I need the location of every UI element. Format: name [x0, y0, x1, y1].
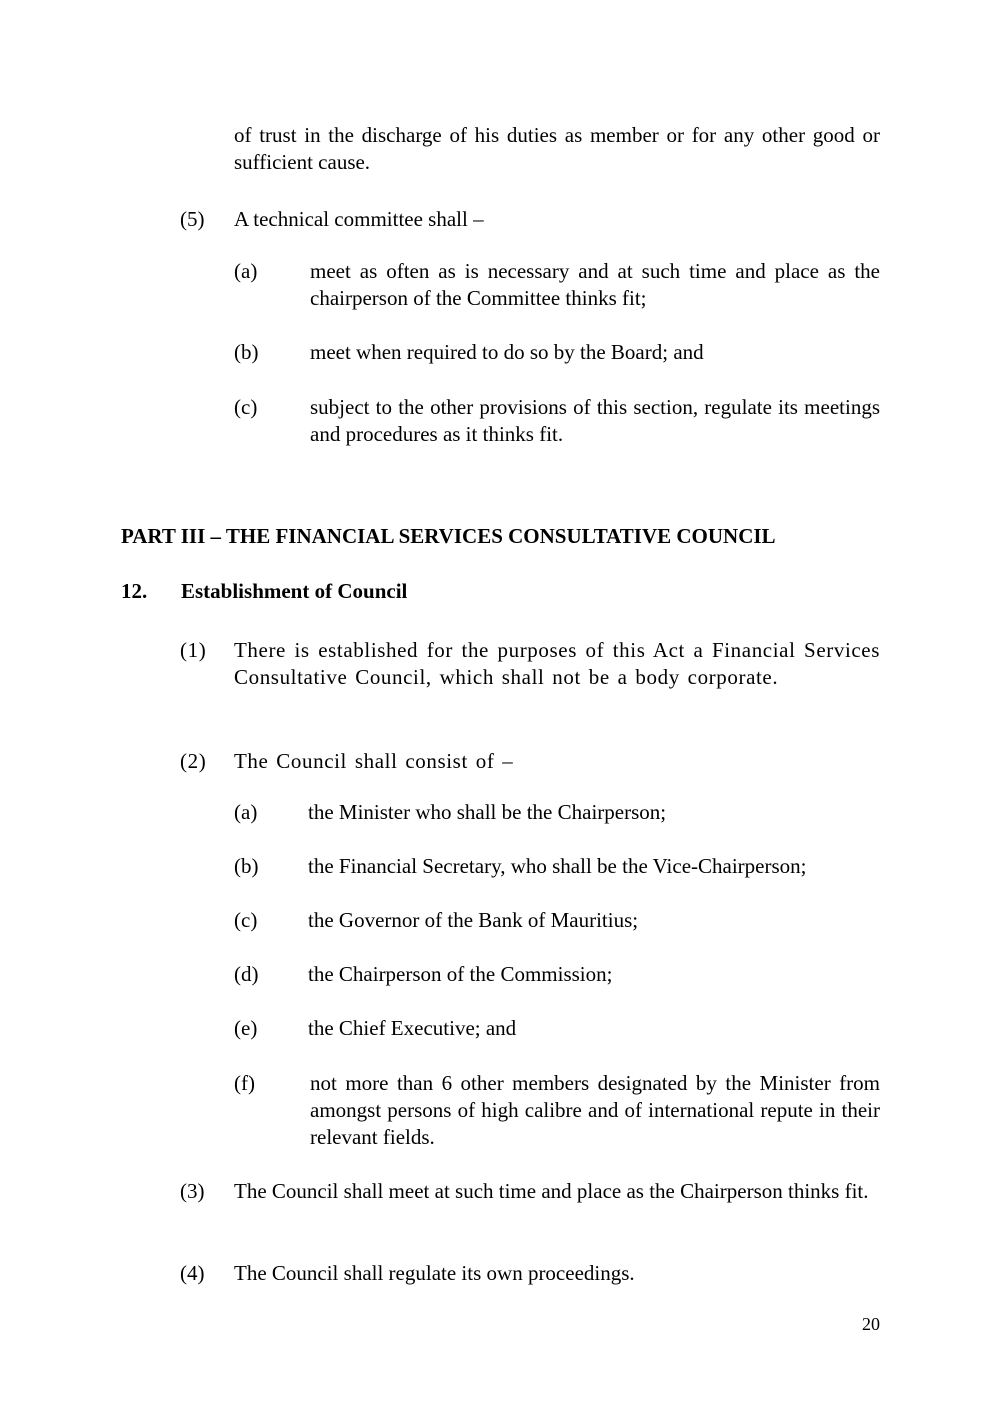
subsection-number: (3)	[180, 1179, 205, 1203]
section-number: 12.	[121, 579, 148, 603]
item-label: (a)	[234, 259, 258, 283]
subsection-number: (4)	[180, 1261, 205, 1285]
item-text: meet when required to do so by the Board; and	[310, 340, 704, 364]
item-text: the Minister who shall be the Chairperson;	[308, 800, 667, 824]
section-title: Establishment of Council	[181, 579, 408, 603]
item-text: meet as often as is necessary and at such time and place as the chairperson of the Committee thinks fit;	[310, 259, 880, 310]
item-label: (e)	[234, 1016, 258, 1040]
subsection-intro: A technical committee shall –	[234, 207, 484, 231]
continuation-text: of trust in the discharge of his duties as member or for any other good or sufficient cause.	[234, 123, 880, 174]
part-heading: PART III – THE FINANCIAL SERVICES CONSULTATIVE COUNCIL	[121, 524, 776, 548]
item-text: the Chairperson of the Commission;	[308, 962, 613, 986]
subsection-text: The Council shall meet at such time and place as the Chairperson thinks fit.	[234, 1179, 869, 1203]
item-label: (a)	[234, 800, 258, 824]
subsection-number: (2)	[180, 749, 207, 773]
subsection-number: (1)	[180, 638, 207, 662]
item-text: the Chief Executive; and	[308, 1016, 517, 1040]
subsection-text: There is established for the purposes of this Act a Financial Services Consultative Council, which shall not be a body corporate.	[234, 638, 880, 689]
item-label: (b)	[234, 340, 259, 364]
item-label: (f)	[234, 1071, 255, 1095]
item-label: (c)	[234, 395, 258, 419]
item-label: (c)	[234, 908, 258, 932]
item-text: not more than 6 other members designated by the Minister from amongst persons of high calibre and of international repute in their relevant fields.	[310, 1071, 880, 1149]
item-text: the Governor of the Bank of Mauritius;	[308, 908, 639, 932]
item-label: (d)	[234, 962, 259, 986]
item-text: the Financial Secretary, who shall be the Vice-Chairperson;	[308, 854, 807, 878]
subsection-intro: The Council shall consist of –	[234, 749, 514, 773]
subsection-text: The Council shall regulate its own proceedings.	[234, 1261, 635, 1285]
item-text: subject to the other provisions of this section, regulate its meetings and procedures as it thinks fit.	[310, 395, 880, 446]
page-number: 20	[862, 1314, 880, 1334]
subsection-number: (5)	[180, 207, 205, 231]
item-label: (b)	[234, 854, 259, 878]
